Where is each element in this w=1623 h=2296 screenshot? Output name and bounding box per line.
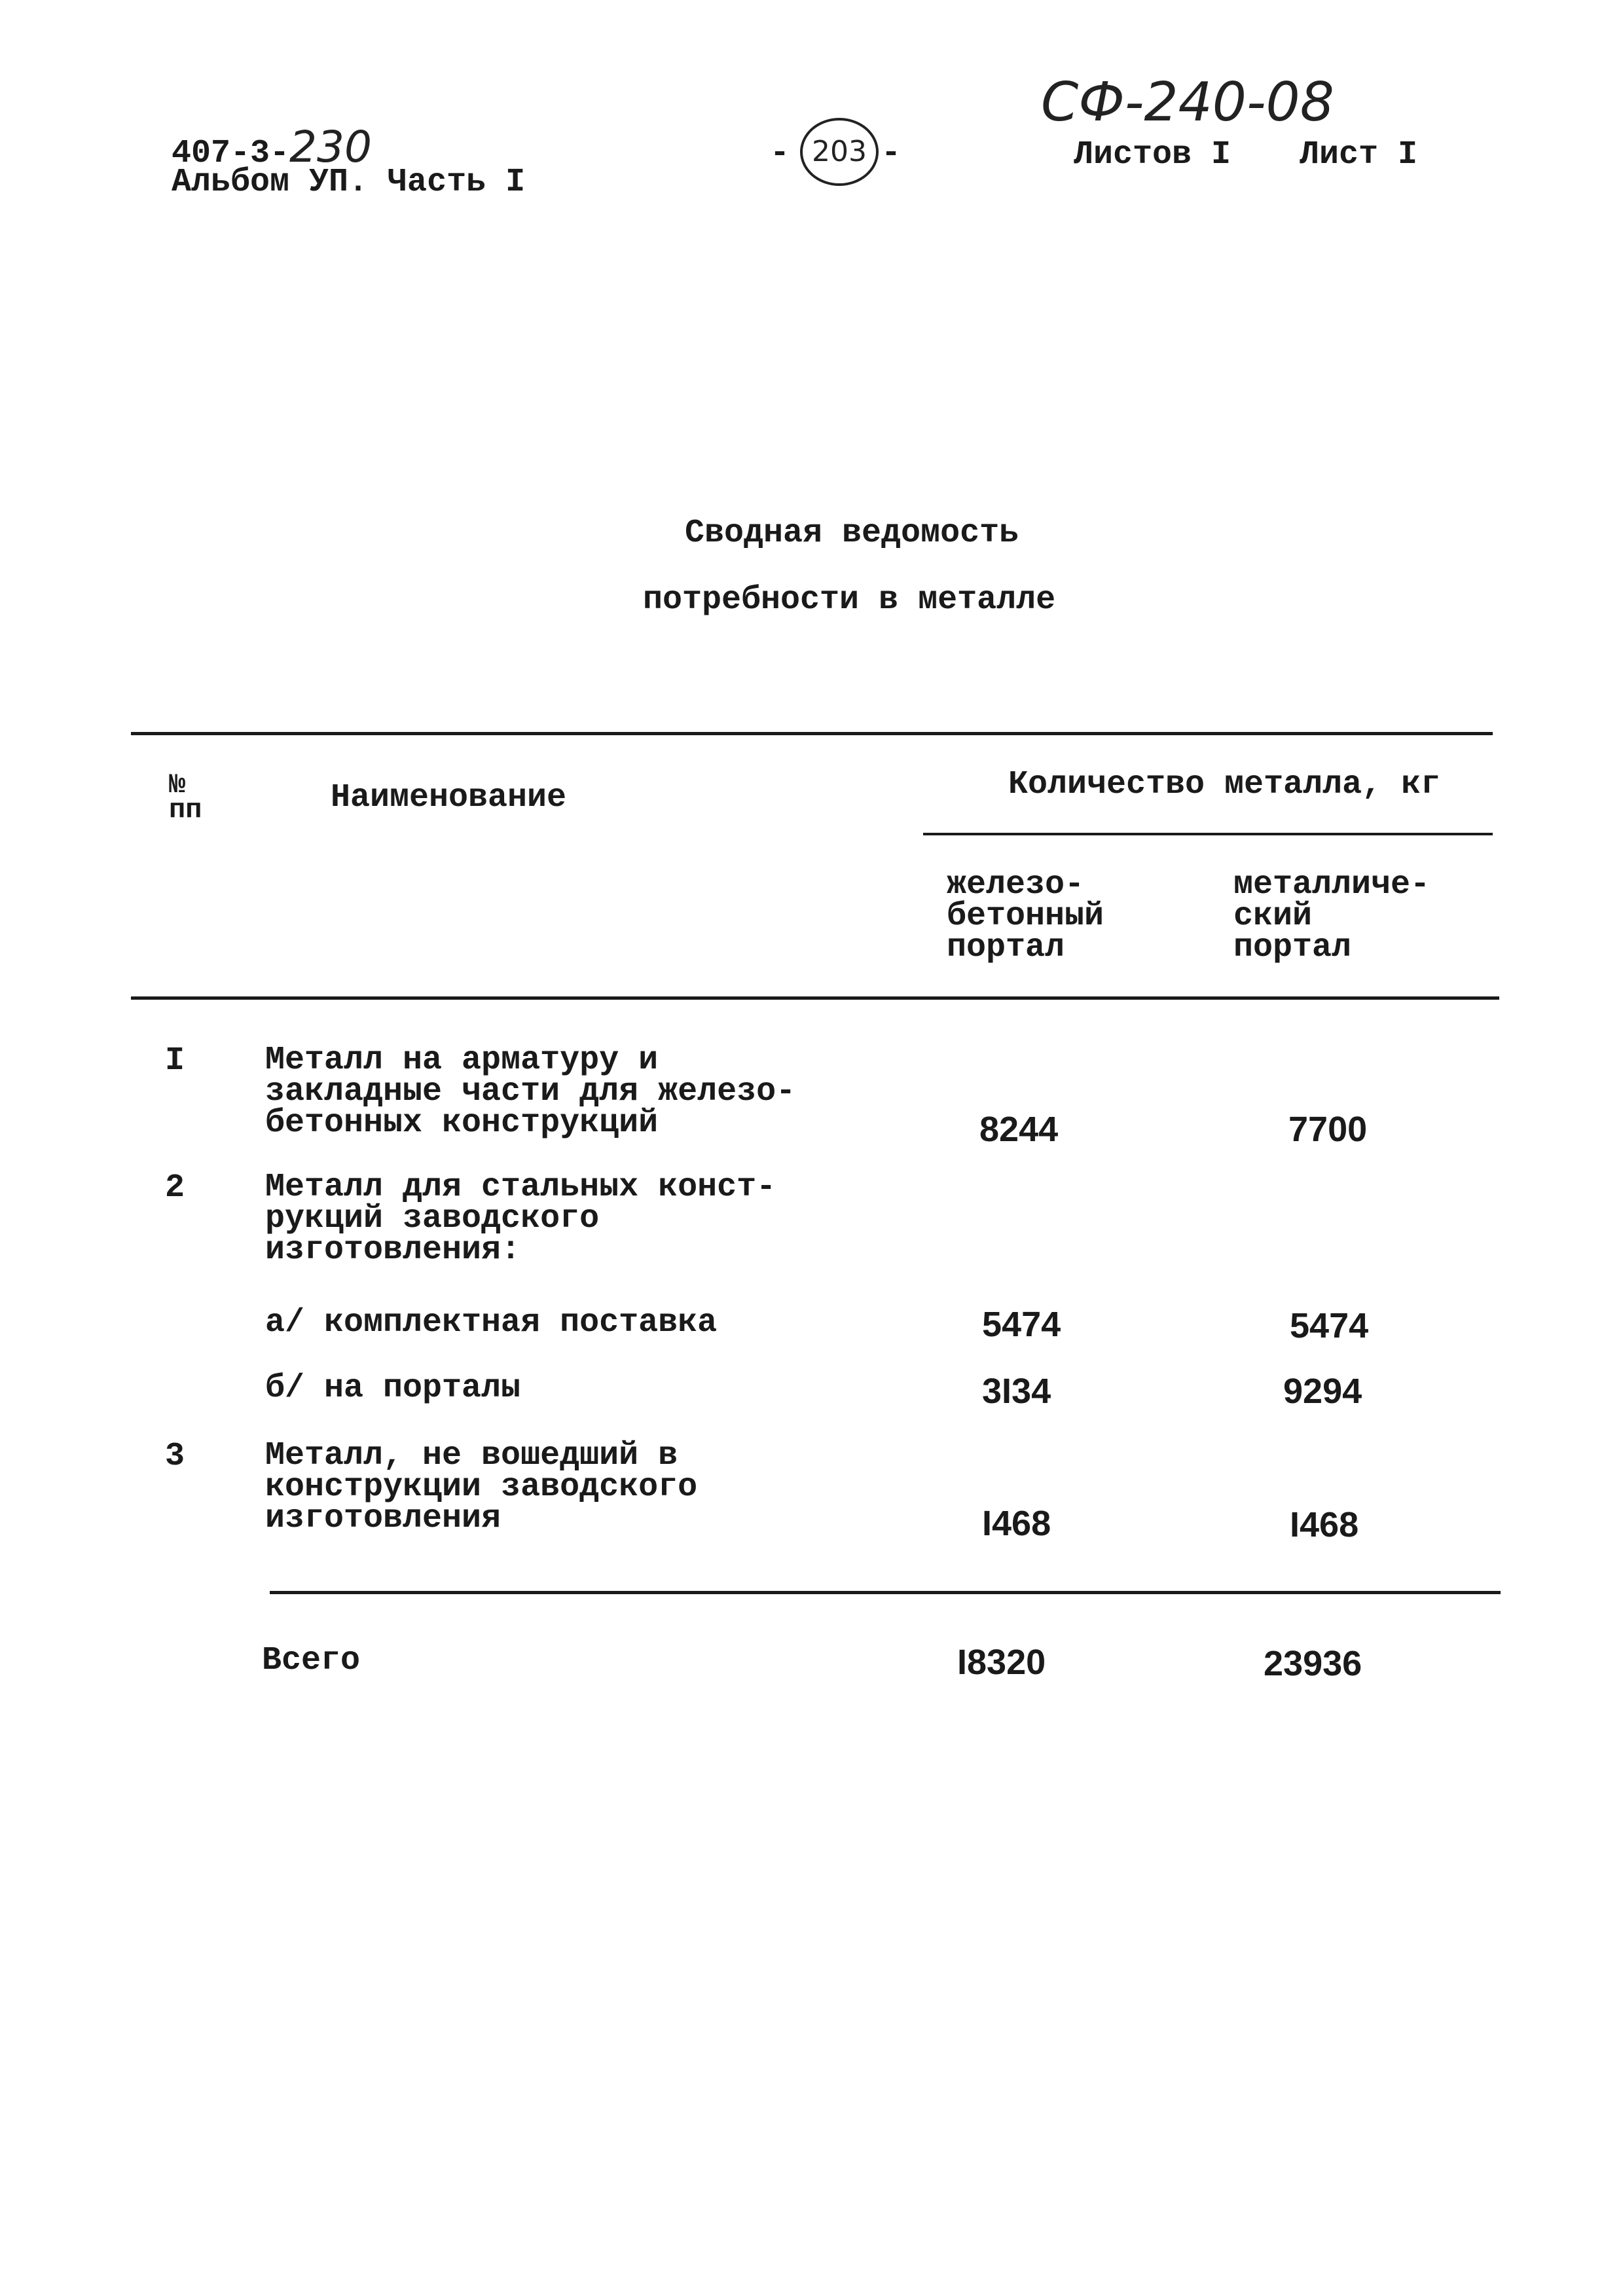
row-name-line: закладные части для железо- [265,1073,796,1110]
handwritten-code: СФ-240-08 [1041,71,1334,134]
qty-group-rule [923,833,1493,835]
title-line-2: потребности в металле [643,581,1056,619]
table-top-rule [131,732,1493,735]
row-value-rc: I468 [982,1504,1051,1543]
page-dash-right: - [881,135,902,172]
row-num: I [165,1042,185,1080]
header-num-line: пп [169,794,202,826]
row-value-metal: 9294 [1283,1372,1362,1411]
row-name-line: бетонных конструкций [265,1104,659,1142]
row-name: а/ комплектная поставка [265,1304,718,1341]
total-label: Всего [262,1642,361,1679]
page-number: 203 [812,135,867,168]
header-num [169,769,202,826]
row-value-rc: 8244 [979,1110,1059,1149]
row-name [265,1042,796,1142]
row-num: 3 [165,1438,185,1475]
row-name [265,1437,698,1537]
header-col-metal [1233,866,1431,966]
header-bottom-rule [131,996,1499,1000]
header-col-rc-line: портал [947,929,1065,966]
page-dash-left: - [770,135,790,172]
row-name-line: Металл, не вошедший в [265,1437,678,1474]
row-name [265,1169,776,1269]
total-rule [270,1591,1501,1594]
row-value-metal: 5474 [1290,1306,1369,1345]
total-value-rc: I8320 [957,1643,1046,1682]
row-name-line: Металл для стальных конст- [265,1169,776,1206]
album-label: Альбом УП. Часть I [172,164,526,201]
doc-number-handwritten: 230 [289,122,373,172]
row-name-line: изготовления [265,1500,501,1537]
header-col-metal-line: металличе- [1233,866,1431,903]
row-value-rc: 5474 [982,1305,1061,1344]
row-num: 2 [165,1169,185,1207]
row-value-rc: 3I34 [982,1372,1051,1411]
row-value-metal: I468 [1290,1505,1359,1544]
sheet-number: Лист I [1300,136,1418,173]
header-col-rc-line: бетонный [947,898,1104,935]
header-col-rc-line: железо- [947,866,1085,903]
total-value-metal: 23936 [1264,1644,1362,1683]
title-line-1: Сводная ведомость [685,515,1019,552]
row-value-metal: 7700 [1288,1110,1368,1149]
header-num-line: № [169,769,186,801]
row-name-line: рукций заводского [265,1200,600,1237]
header-qty-group: Количество металла, кг [1008,766,1441,803]
header-col-metal-line: ский [1233,898,1313,935]
header-name: Наименование [331,779,567,816]
doc-number-printed: 407-3- [172,135,290,172]
header-col-metal-line: портал [1233,929,1352,966]
header-col-rc [947,866,1104,966]
row-name-line: изготовления: [265,1231,521,1269]
sheets-total: Листов I [1074,136,1231,173]
row-name-line: конструкции заводского [265,1468,698,1506]
row-name-line: Металл на арматуру и [265,1042,659,1079]
row-name: б/ на порталы [265,1370,521,1407]
